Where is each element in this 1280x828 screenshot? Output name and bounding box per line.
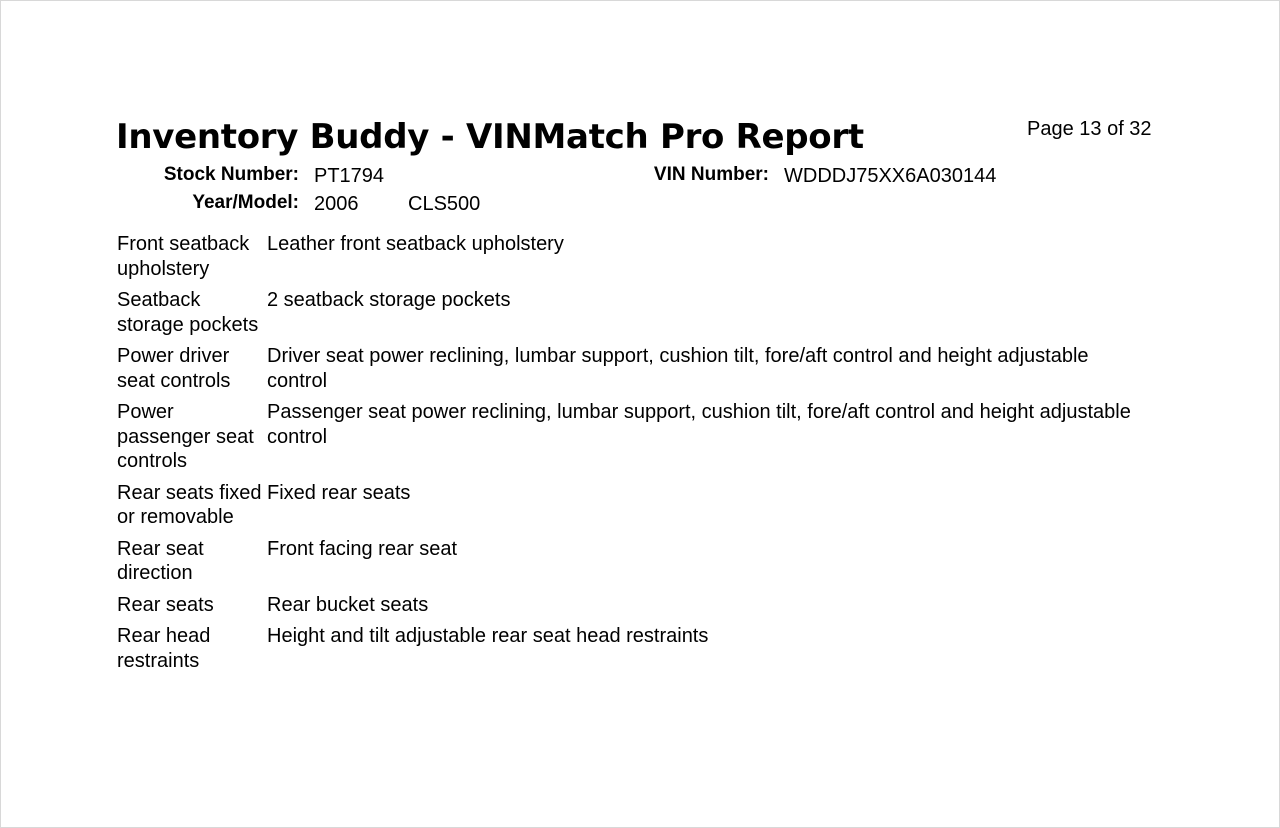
report-title: Inventory Buddy - VINMatch Pro Report	[116, 117, 864, 157]
stock-number-label: Stock Number:	[163, 164, 299, 185]
feature-name: Rear head restraints	[117, 625, 211, 672]
feature-name: Rear seat direction	[117, 537, 204, 584]
feature-description: Height and tilt adjustable rear seat head restraints	[267, 625, 709, 647]
feature-row	[117, 537, 1167, 586]
feature-row	[117, 481, 1167, 530]
feature-row	[117, 593, 1167, 618]
features-list	[117, 232, 1167, 680]
feature-name: Rear seats fixed or removable	[117, 481, 262, 528]
model-value: CLS500	[408, 193, 481, 215]
year-model-label: Year/Model:	[192, 192, 299, 213]
vin-number-label: VIN Number:	[653, 164, 769, 185]
page-number: Page 13 of 32	[1027, 118, 1152, 140]
feature-description: Rear bucket seats	[267, 593, 429, 616]
feature-description: Passenger seat power reclining, lumbar support, cushion tilt, fore/aft control and height adjustable control	[267, 401, 1131, 448]
feature-row	[117, 232, 1167, 281]
year-value: 2006	[314, 193, 359, 215]
feature-row	[117, 624, 1167, 673]
feature-name: Seatback storage pockets	[117, 289, 259, 336]
feature-description: Leather front seatback upholstery	[267, 233, 564, 255]
feature-row	[117, 344, 1167, 393]
feature-name: Rear seats	[117, 593, 214, 616]
feature-name: Power driver seat controls	[117, 345, 231, 392]
feature-description: Front facing rear seat	[267, 537, 458, 560]
feature-description: Fixed rear seats	[267, 481, 411, 504]
vin-number-value: WDDDJ75XX6A030144	[784, 165, 997, 187]
feature-name: Power passenger seat controls	[117, 401, 254, 472]
feature-description: 2 seatback storage pockets	[267, 289, 511, 311]
feature-name: Front seatback upholstery	[117, 233, 250, 280]
stock-number-value: PT1794	[314, 165, 385, 187]
feature-row	[117, 288, 1167, 337]
feature-row	[117, 400, 1167, 474]
feature-description: Driver seat power reclining, lumbar support, cushion tilt, fore/aft control and height adjustable control	[267, 345, 1089, 392]
